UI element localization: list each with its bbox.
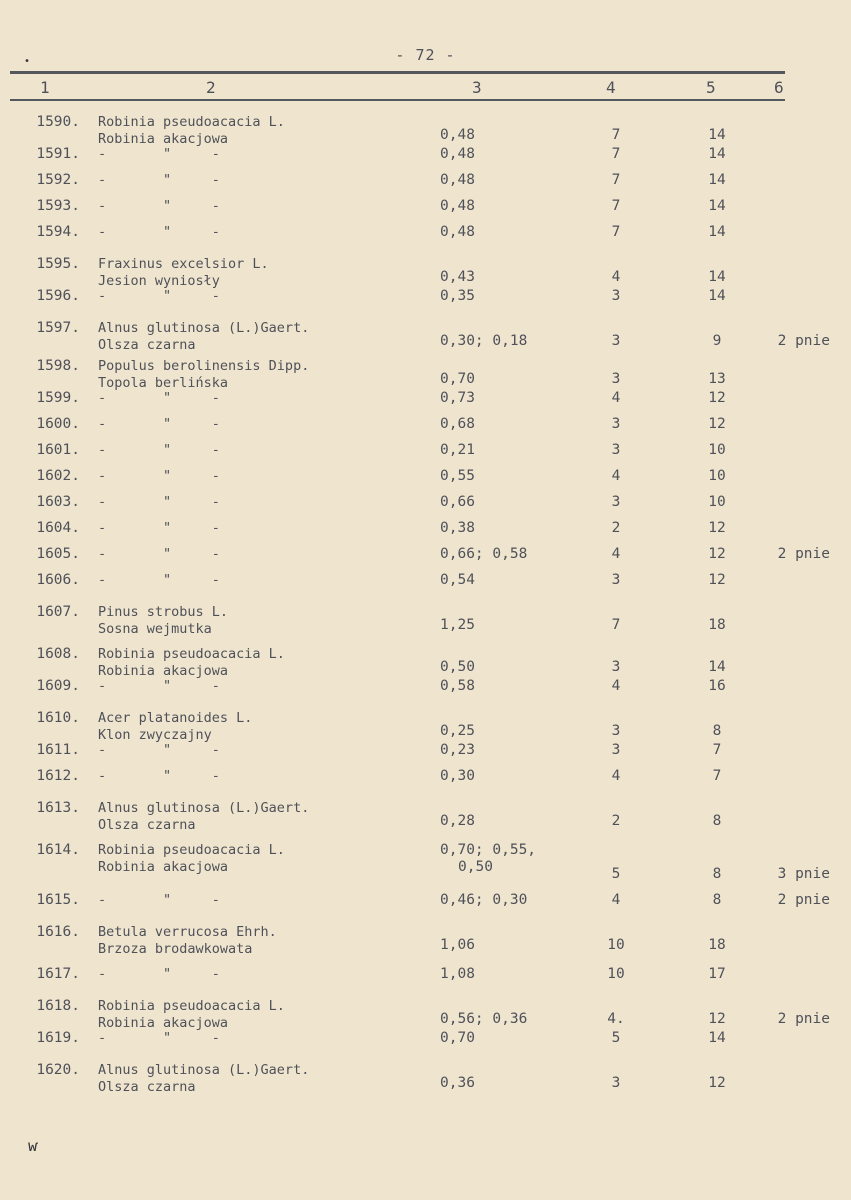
table-row xyxy=(0,468,851,494)
age-value: 8 xyxy=(712,723,722,739)
age-value: 12 xyxy=(708,1075,726,1091)
row-number: 1603. xyxy=(36,494,80,510)
row-number: 1616. xyxy=(36,924,80,940)
age-value: 10 xyxy=(708,468,726,484)
height-value: 4 xyxy=(611,269,621,285)
table-row xyxy=(0,172,851,198)
row-number: 1604. xyxy=(36,520,80,536)
page-number: - 72 - xyxy=(395,46,456,64)
latin-name: - " - xyxy=(98,1030,220,1046)
diameter-value: 0,43 xyxy=(440,269,475,285)
latin-name: - " - xyxy=(98,288,220,304)
latin-name: Betula verrucosa Ehrh. xyxy=(98,924,277,940)
row-number: 1598. xyxy=(36,358,80,374)
latin-name: Alnus glutinosa (L.)Gaert. xyxy=(98,320,310,336)
diameter-value: 0,38 xyxy=(440,520,475,536)
height-value: 10 xyxy=(607,966,625,982)
latin-name: - " - xyxy=(98,892,220,908)
diameter-value: 0,48 xyxy=(440,198,475,214)
latin-name: Robinia pseudoacacia L. xyxy=(98,646,285,662)
age-value: 8 xyxy=(712,892,722,908)
row-number: 1594. xyxy=(36,224,80,240)
remarks: 2 pnie xyxy=(777,333,830,349)
row-number: 1600. xyxy=(36,416,80,432)
age-value: 10 xyxy=(708,442,726,458)
height-value: 3 xyxy=(611,659,621,675)
row-number: 1609. xyxy=(36,678,80,694)
age-value: 12 xyxy=(708,546,726,562)
latin-name: - " - xyxy=(98,520,220,536)
age-value: 9 xyxy=(712,333,722,349)
table-row xyxy=(0,998,851,1032)
row-number: 1614. xyxy=(36,842,80,858)
diameter-value: 0,50 xyxy=(440,659,475,675)
latin-name: Populus berolinensis Dipp. xyxy=(98,358,310,374)
row-number: 1602. xyxy=(36,468,80,484)
height-value: 3 xyxy=(611,442,621,458)
latin-name: Robinia pseudoacacia L. xyxy=(98,842,285,858)
height-value: 4 xyxy=(611,546,621,562)
row-number: 1597. xyxy=(36,320,80,336)
age-value: 12 xyxy=(708,572,726,588)
latin-name: - " - xyxy=(98,494,220,510)
age-value: 12 xyxy=(708,390,726,406)
table-row xyxy=(0,442,851,468)
diameter-value: 0,25 xyxy=(440,723,475,739)
age-value: 14 xyxy=(708,198,726,214)
polish-name: Olsza czarna xyxy=(98,817,196,833)
latin-name: - " - xyxy=(98,146,220,162)
age-value: 7 xyxy=(712,742,722,758)
polish-name: Robinia akacjowa xyxy=(98,859,229,875)
diameter-value: 0,30 xyxy=(440,768,475,784)
table-row xyxy=(0,520,851,546)
diameter-value: 0,73 xyxy=(440,390,475,406)
height-value: 2 xyxy=(611,520,621,536)
table-row xyxy=(0,416,851,442)
diameter-value: 0,55 xyxy=(440,468,475,484)
polish-name: Brzoza brodawkowata xyxy=(98,941,253,957)
margin-mark-tick: ⱳ xyxy=(28,1136,38,1155)
polish-name: Sosna wejmutka xyxy=(98,621,212,637)
height-value: 7 xyxy=(611,146,621,162)
diameter-value: 0,70 xyxy=(440,371,475,387)
age-value: 14 xyxy=(708,127,726,143)
diameter-value: 0,66; 0,58 xyxy=(440,546,528,562)
height-value: 3 xyxy=(611,723,621,739)
height-value: 7 xyxy=(611,198,621,214)
table-row xyxy=(0,800,851,834)
latin-name: - " - xyxy=(98,572,220,588)
row-number: 1613. xyxy=(36,800,80,816)
diameter-value: 0,48 xyxy=(440,172,475,188)
age-value: 12 xyxy=(708,416,726,432)
age-value: 14 xyxy=(708,659,726,675)
col-num-5: 5 xyxy=(706,78,716,97)
polish-name: Jesion wyniosły xyxy=(98,273,220,289)
height-value: 3 xyxy=(611,371,621,387)
height-value: 4 xyxy=(611,390,621,406)
table-row xyxy=(0,892,851,918)
row-number: 1596. xyxy=(36,288,80,304)
table-row xyxy=(0,224,851,250)
polish-name: Olsza czarna xyxy=(98,1079,196,1095)
row-number: 1593. xyxy=(36,198,80,214)
age-value: 10 xyxy=(708,494,726,510)
remarks: 3 pnie xyxy=(777,866,830,882)
row-number: 1606. xyxy=(36,572,80,588)
polish-name: Olsza czarna xyxy=(98,337,196,353)
age-value: 17 xyxy=(708,966,726,982)
diameter-value: 0,36 xyxy=(440,1075,475,1091)
table-row xyxy=(0,114,851,148)
table-row xyxy=(0,572,851,598)
diameter-value: 0,23 xyxy=(440,742,475,758)
height-value: 4 xyxy=(611,678,621,694)
latin-name: - " - xyxy=(98,966,220,982)
latin-name: - " - xyxy=(98,416,220,432)
table-row xyxy=(0,966,851,992)
row-number: 1592. xyxy=(36,172,80,188)
height-value: 7 xyxy=(611,617,621,633)
diameter-value: 0,35 xyxy=(440,288,475,304)
polish-name: Robinia akacjowa xyxy=(98,663,229,679)
height-value: 5 xyxy=(611,1030,621,1046)
age-value: 14 xyxy=(708,224,726,240)
diameter-value: 0,48 xyxy=(440,146,475,162)
remarks: 2 pnie xyxy=(777,892,830,908)
age-value: 18 xyxy=(708,937,726,953)
diameter-value: 0,54 xyxy=(440,572,475,588)
remarks: 2 pnie xyxy=(777,546,830,562)
age-value: 16 xyxy=(708,678,726,694)
diameter-value: 1,25 xyxy=(440,617,475,633)
table-row xyxy=(0,1062,851,1096)
polish-name: Robinia akacjowa xyxy=(98,1015,229,1031)
latin-name: - " - xyxy=(98,172,220,188)
age-value: 18 xyxy=(708,617,726,633)
diameter-value: 0,21 xyxy=(440,442,475,458)
age-value: 13 xyxy=(708,371,726,387)
diameter-value: 0,70; 0,55, xyxy=(440,842,537,858)
row-number: 1617. xyxy=(36,966,80,982)
age-value: 7 xyxy=(712,768,722,784)
col-num-4: 4 xyxy=(606,78,616,97)
header-rule xyxy=(10,99,785,101)
height-value: 3 xyxy=(611,1075,621,1091)
diameter-value: 0,56; 0,36 xyxy=(440,1011,528,1027)
age-value: 8 xyxy=(712,813,722,829)
diameter-value: 0,46; 0,30 xyxy=(440,892,528,908)
latin-name: - " - xyxy=(98,442,220,458)
height-value: 3 xyxy=(611,333,621,349)
row-number: 1619. xyxy=(36,1030,80,1046)
table-row xyxy=(0,146,851,172)
latin-name: - " - xyxy=(98,678,220,694)
polish-name: Robinia akacjowa xyxy=(98,131,229,147)
diameter-value: 0,48 xyxy=(440,127,475,143)
latin-name: - " - xyxy=(98,468,220,484)
latin-name: Alnus glutinosa (L.)Gaert. xyxy=(98,800,310,816)
height-value: 4 xyxy=(611,892,621,908)
row-number: 1608. xyxy=(36,646,80,662)
table-row xyxy=(0,710,851,744)
height-value: 7 xyxy=(611,224,621,240)
latin-name: - " - xyxy=(98,224,220,240)
col-num-2: 2 xyxy=(206,78,216,97)
age-value: 12 xyxy=(708,520,726,536)
height-value: 4 xyxy=(611,768,621,784)
row-number: 1590. xyxy=(36,114,80,130)
table-row xyxy=(0,1030,851,1056)
table-row xyxy=(0,646,851,680)
age-value: 14 xyxy=(708,269,726,285)
height-value: 3 xyxy=(611,288,621,304)
latin-name: Alnus glutinosa (L.)Gaert. xyxy=(98,1062,310,1078)
table-row xyxy=(0,198,851,224)
polish-name: Klon zwyczajny xyxy=(98,727,212,743)
table-row xyxy=(0,604,851,638)
height-value: 4 xyxy=(611,468,621,484)
col-num-1: 1 xyxy=(40,78,50,97)
table-row xyxy=(0,494,851,520)
diameter-value: 0,58 xyxy=(440,678,475,694)
height-value: 2 xyxy=(611,813,621,829)
diameter-value: 0,68 xyxy=(440,416,475,432)
age-value: 8 xyxy=(712,866,722,882)
table-row xyxy=(0,546,851,572)
diameter-value: 0,70 xyxy=(440,1030,475,1046)
row-number: 1599. xyxy=(36,390,80,406)
remarks: 2 pnie xyxy=(777,1011,830,1027)
latin-name: Acer platanoides L. xyxy=(98,710,253,726)
height-value: 3 xyxy=(611,494,621,510)
latin-name: Pinus strobus L. xyxy=(98,604,229,620)
col-num-3: 3 xyxy=(472,78,482,97)
latin-name: - " - xyxy=(98,546,220,562)
diameter-value: 0,30; 0,18 xyxy=(440,333,528,349)
row-number: 1611. xyxy=(36,742,80,758)
height-value: 3 xyxy=(611,742,621,758)
col-num-6: 6 xyxy=(774,78,784,97)
table-row xyxy=(0,768,851,794)
age-value: 14 xyxy=(708,172,726,188)
age-value: 12 xyxy=(708,1011,726,1027)
row-number: 1607. xyxy=(36,604,80,620)
margin-mark-dot: • xyxy=(24,56,31,67)
row-number: 1601. xyxy=(36,442,80,458)
height-value: 7 xyxy=(611,127,621,143)
diameter-value-cont: 0,50 xyxy=(458,859,493,875)
row-number: 1595. xyxy=(36,256,80,272)
diameter-value: 0,66 xyxy=(440,494,475,510)
height-value: 3 xyxy=(611,416,621,432)
table-row xyxy=(0,842,851,892)
table-row xyxy=(0,358,851,392)
age-value: 14 xyxy=(708,1030,726,1046)
row-number: 1605. xyxy=(36,546,80,562)
table-row xyxy=(0,256,851,290)
table-row xyxy=(0,742,851,768)
polish-name: Topola berlińska xyxy=(98,375,229,391)
table-row xyxy=(0,924,851,958)
height-value: 10 xyxy=(607,937,625,953)
diameter-value: 1,06 xyxy=(440,937,475,953)
table-row xyxy=(0,320,851,354)
diameter-value: 0,28 xyxy=(440,813,475,829)
table-row xyxy=(0,678,851,704)
row-number: 1618. xyxy=(36,998,80,1014)
row-number: 1591. xyxy=(36,146,80,162)
height-value: 7 xyxy=(611,172,621,188)
table-row xyxy=(0,288,851,314)
row-number: 1620. xyxy=(36,1062,80,1078)
latin-name: - " - xyxy=(98,768,220,784)
column-numbers xyxy=(0,78,851,98)
height-value: 4. xyxy=(607,1011,625,1027)
table-row xyxy=(0,390,851,416)
diameter-value: 1,08 xyxy=(440,966,475,982)
row-number: 1610. xyxy=(36,710,80,726)
latin-name: Robinia pseudoacacia L. xyxy=(98,998,285,1014)
latin-name: Robinia pseudoacacia L. xyxy=(98,114,285,130)
row-number: 1615. xyxy=(36,892,80,908)
height-value: 5 xyxy=(611,866,621,882)
latin-name: - " - xyxy=(98,198,220,214)
height-value: 3 xyxy=(611,572,621,588)
latin-name: - " - xyxy=(98,390,220,406)
row-number: 1612. xyxy=(36,768,80,784)
latin-name: Fraxinus excelsior L. xyxy=(98,256,269,272)
age-value: 14 xyxy=(708,146,726,162)
diameter-value: 0,48 xyxy=(440,224,475,240)
latin-name: - " - xyxy=(98,742,220,758)
top-rule xyxy=(10,71,785,74)
age-value: 14 xyxy=(708,288,726,304)
